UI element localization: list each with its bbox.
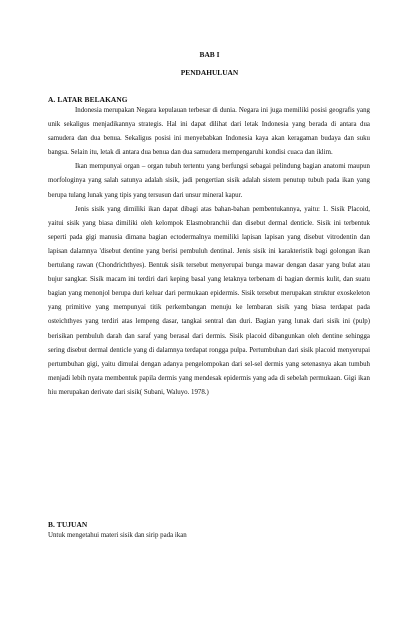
section-a-heading: A. LATAR BELAKANG: [48, 95, 128, 104]
chapter-title: PENDAHULUAN: [180, 68, 239, 77]
section-a-body: [48, 104, 370, 400]
paragraph-2: Ikan mempunyai organ – organ tubuh tertentu yang berfungsi sebagai pelindung bagian anatomi maupun morfologinya yang salah satunya adalah sisik, jadi pengertian sisik adalah sistem penutup tubuh pada ikan yang berupa tulang lunak yang tipis yang tersusun dari unsur mineral kapur.: [48, 163, 370, 199]
section-b-heading: B. TUJUAN: [48, 520, 88, 529]
paragraph-1: Indonesia merupakan Negara kepulauan terbesar di dunia. Negara ini juga memiliki posisi geografis yang unik sekaligus menjadikannya strategis. Hal ini dapat dilihat dari letak Indonesia yang berada di antara dua samudera dan dua benua. Sekaligus posisi ini menyebabkan Indonesia kaya akan keragaman budaya dan suku bangsa. Selain itu, letak di antara dua benua dan dua samudera mempengaruhi kondisi cuaca dan iklim.: [48, 107, 370, 157]
paragraph-3: Jenis sisik yang dimiliki ikan dapat dibagi atas bahan-bahan pembentukannya, yaitu: 1. Sisik Placoid, yaitui sisik yang biasa dimiliki oleh kelompok Elasmobranchii dan disebut dermal denticle. Sisik ini terbentuk seperti pada gigi manusia dimana bagian ectodermalnya memiliki lapisan lapisan yang disebut vitrodentin dan lapisan dalamnya 'disebut dentine yang berisi pembuluh dentinal. Jenis sisik ini karakteristik bagi golongan ikan bertulang rawan (Chondrichthyes). Bentuk sisik tersebut menyerupai bunga mawar dengan dasar yang bulat atau bujur sangkar. Sisik macam ini terdiri dari keping basal yang letaknya terbenam di bagian dermis kulit, dan suatu bagian yang menonjol berupa duri keluar dari permukaan epidermis. Sisik tersebut merupakan struktur exoskeleton yang primitive yang mempunyai titik perkembangan menuju ke lembaran sisik yang biasa terdapat pada osteichthyes yang terdiri atas lempeng dasar, tangkai sentral dan duri. Bagian yang lunak dari sisik ini (pulp) berisikan pembuluh darah dan saraf yang berasal dari dermis. Sisik placoid dibangunkan oleh dentine sehingga sering disebut dermal denticle yang di dalamnya terdapat rongga pulpa. Pertumbuhan dari sisik placoid menyerupai pertumbuhan gigi, yaitu dimulai dengan adanya pengelompokan dari sel-sel dermis yang setenasnya akan tumbuh menjadi lebih nyata membentuk papila dermis yang mendesak epidermis yang ada di sebelah permukaan. Gigi ikan hiu merupakan derivate dari sisik( Subani, Waluyo. 1978.): [48, 205, 370, 396]
section-b-body: [48, 529, 370, 543]
section-b-text: Untuk mengetahui materi sisik dan sirip pada ikan: [48, 532, 187, 539]
chapter-label: BAB I: [199, 50, 220, 59]
